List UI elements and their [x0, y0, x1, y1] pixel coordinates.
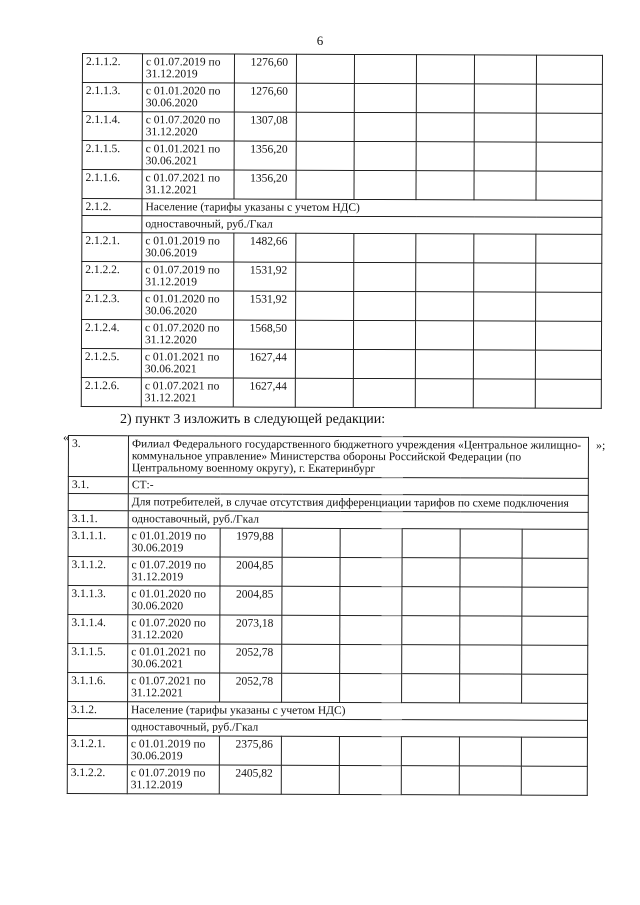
- empty-cell: [536, 55, 602, 84]
- empty-cell: [340, 528, 402, 557]
- row-price: 2052,78: [220, 673, 282, 702]
- empty-cell: [416, 292, 474, 321]
- tariff-row: [67, 735, 587, 766]
- tariff-row: [68, 586, 588, 617]
- tariff-row: [68, 528, 588, 559]
- empty-cell: [282, 528, 340, 557]
- group-header-row: [82, 199, 602, 218]
- row-code: 3.1.2.2.: [67, 764, 127, 793]
- empty-cell: [536, 142, 602, 171]
- empty-cell: [401, 766, 459, 795]
- row-code: 2.1.2.1.: [82, 233, 142, 262]
- row-price: 1568,50: [233, 320, 295, 349]
- row-price: 1627,44: [233, 349, 295, 378]
- empty-cell: [402, 674, 460, 703]
- tariff-table-3: [67, 435, 589, 796]
- tariff-row: [68, 615, 588, 646]
- tariff-row: [68, 673, 588, 704]
- tariff-row: [82, 54, 602, 85]
- empty-cell: [281, 765, 339, 794]
- empty-cell: [353, 378, 415, 407]
- row-code: 3.1.1.2.: [68, 557, 128, 586]
- row-period: с 01.01.2019 по 30.06.2019: [142, 233, 234, 262]
- empty-cell: [536, 171, 602, 200]
- tariff-table-2: [81, 53, 603, 409]
- row-price: 1531,92: [234, 291, 296, 320]
- empty-cell: [296, 54, 354, 83]
- empty-cell: [340, 673, 402, 702]
- empty-cell: [282, 644, 340, 673]
- empty-cell: [459, 766, 521, 795]
- empty-cell: [353, 320, 415, 349]
- empty-cell: [415, 350, 473, 379]
- empty-cell: [354, 141, 416, 170]
- row-period: с 01.01.2019 по 30.06.2019: [127, 736, 219, 765]
- empty-cell: [282, 615, 340, 644]
- row-price: 2052,78: [220, 644, 282, 673]
- row-period: с 01.07.2019 по 31.12.2019: [127, 765, 219, 794]
- empty-cell: [295, 349, 353, 378]
- empty-cell: [354, 233, 416, 262]
- row-period: с 01.01.2019 по 30.06.2019: [128, 528, 220, 557]
- empty-cell: [535, 379, 601, 408]
- empty-cell: [460, 558, 522, 587]
- empty-cell: [296, 112, 354, 141]
- row-price: 2004,85: [220, 557, 282, 586]
- empty-cell: [474, 292, 536, 321]
- subheader-text: одноставочный, руб./Гкал: [142, 216, 602, 235]
- row-price: 1356,20: [234, 141, 296, 170]
- row-price: 1276,60: [234, 83, 296, 112]
- empty-cell: [296, 291, 354, 320]
- empty-cell: [340, 644, 402, 673]
- group-header-row: [68, 702, 588, 721]
- empty-cell: [354, 170, 416, 199]
- row-period: с 01.01.2021 по 30.06.2021: [142, 141, 234, 170]
- empty-cell: [416, 113, 474, 142]
- empty-cell: [522, 645, 588, 674]
- group-header-row: [68, 477, 588, 496]
- row-code: 3.1.1.5.: [68, 644, 128, 673]
- tariff-row: [68, 644, 588, 675]
- row-code: 3.1.1.1.: [68, 528, 128, 557]
- empty-cell: [522, 587, 588, 616]
- empty-cell: [474, 55, 536, 84]
- row-code: [82, 216, 142, 233]
- row-price: 1531,92: [234, 262, 296, 291]
- row-code: 2.1.2.5.: [81, 348, 141, 377]
- empty-cell: [522, 674, 588, 703]
- empty-cell: [460, 529, 522, 558]
- row-code: 2.1.1.5.: [82, 141, 142, 170]
- subheader-row: [82, 216, 602, 235]
- opening-quote: «: [63, 430, 69, 444]
- empty-cell: [522, 558, 588, 587]
- empty-cell: [416, 142, 474, 171]
- row-price: 2073,18: [220, 615, 282, 644]
- empty-cell: [339, 765, 401, 794]
- row-code: [68, 494, 128, 511]
- empty-cell: [536, 292, 602, 321]
- group-title: одноставочный, руб./Гкал: [128, 511, 588, 530]
- tariff-row: [68, 557, 588, 588]
- empty-cell: [402, 587, 460, 616]
- row-price: 1482,66: [234, 233, 296, 262]
- row-period: с 01.07.2020 по 31.12.2020: [142, 112, 234, 141]
- empty-cell: [416, 84, 474, 113]
- page-number: 6: [316, 33, 324, 48]
- empty-cell: [282, 557, 340, 586]
- empty-cell: [402, 558, 460, 587]
- tariff-row: [82, 141, 602, 172]
- empty-cell: [474, 84, 536, 113]
- empty-cell: [460, 645, 522, 674]
- row-price: 2375,86: [219, 736, 281, 765]
- row-code: [67, 719, 127, 736]
- empty-cell: [415, 379, 473, 408]
- empty-cell: [522, 616, 588, 645]
- row-code: 3.1.1.4.: [68, 615, 128, 644]
- tariff-row: [82, 262, 602, 293]
- row-period: с 01.07.2021 по 31.12.2021: [128, 673, 220, 702]
- row-code: 2.1.2.2.: [82, 262, 142, 291]
- subheader-text: Для потребителей, в случае отсутствия дифференциации тарифов по схеме подключения: [128, 494, 588, 513]
- empty-cell: [474, 234, 536, 263]
- row-period: с 01.07.2019 по 31.12.2019: [142, 262, 234, 291]
- empty-cell: [354, 83, 416, 112]
- group-title: Филиал Федерального государственного бюджетного учреждения «Центральное жилищно-коммунальное управление» Министерства обороны Российской Федерации (по Центральному военному округу), г. Екатеринбург: [128, 436, 588, 479]
- row-price: 2004,85: [220, 586, 282, 615]
- row-period: с 01.01.2020 по 30.06.2020: [128, 586, 220, 615]
- empty-cell: [416, 171, 474, 200]
- row-period: с 01.01.2021 по 30.06.2021: [128, 644, 220, 673]
- row-price: 1627,44: [233, 378, 295, 407]
- empty-cell: [340, 586, 402, 615]
- row-price: 1276,60: [234, 54, 296, 83]
- empty-cell: [281, 736, 339, 765]
- row-price: 1979,88: [220, 528, 282, 557]
- empty-cell: [296, 262, 354, 291]
- empty-cell: [296, 170, 354, 199]
- row-period: с 01.07.2020 по 31.12.2020: [128, 615, 220, 644]
- empty-cell: [295, 320, 353, 349]
- row-code: 3.1.2.: [68, 702, 128, 719]
- tariff-row: [82, 83, 602, 114]
- row-code: 2.1.1.6.: [82, 170, 142, 199]
- row-code: 2.1.1.3.: [82, 83, 142, 112]
- empty-cell: [536, 263, 602, 292]
- empty-cell: [339, 736, 401, 765]
- empty-cell: [353, 349, 415, 378]
- group-title: СТ:-: [128, 477, 588, 496]
- row-period: с 01.01.2020 по 30.06.2020: [142, 83, 234, 112]
- empty-cell: [460, 674, 522, 703]
- empty-cell: [296, 83, 354, 112]
- empty-cell: [295, 378, 353, 407]
- empty-cell: [340, 557, 402, 586]
- empty-cell: [416, 55, 474, 84]
- row-code: 3.1.1.3.: [68, 586, 128, 615]
- row-code: 2.1.1.2.: [82, 54, 142, 83]
- group-header-row: [68, 511, 588, 530]
- tariff-row: [82, 233, 602, 264]
- empty-cell: [416, 234, 474, 263]
- group-header-row: [68, 436, 588, 479]
- row-code: 3.: [68, 436, 128, 477]
- empty-cell: [535, 321, 601, 350]
- empty-cell: [402, 529, 460, 558]
- tariff-row: [82, 291, 602, 322]
- row-period: с 01.07.2020 по 31.12.2020: [141, 320, 233, 349]
- row-code: 2.1.2.: [82, 199, 142, 216]
- row-price: 1356,20: [234, 170, 296, 199]
- row-period: с 01.01.2020 по 30.06.2020: [142, 291, 234, 320]
- empty-cell: [474, 113, 536, 142]
- empty-cell: [460, 616, 522, 645]
- empty-cell: [282, 673, 340, 702]
- empty-cell: [282, 586, 340, 615]
- closing-quote: »;: [596, 438, 606, 452]
- empty-cell: [296, 233, 354, 262]
- row-code: 3.1.1.: [68, 511, 128, 528]
- empty-cell: [522, 529, 588, 558]
- row-code: 2.1.2.3.: [82, 291, 142, 320]
- row-period: с 01.07.2021 по 31.12.2021: [142, 170, 234, 199]
- empty-cell: [473, 321, 535, 350]
- tariff-row: [82, 112, 602, 143]
- row-price: 1307,08: [234, 112, 296, 141]
- tariff-row: [81, 320, 601, 351]
- row-code: 2.1.2.6.: [81, 377, 141, 406]
- empty-cell: [459, 737, 521, 766]
- empty-cell: [354, 262, 416, 291]
- row-code: 3.1.2.1.: [67, 735, 127, 764]
- subheader-row: [67, 719, 587, 738]
- empty-cell: [415, 321, 473, 350]
- row-code: 2.1.2.4.: [81, 320, 141, 349]
- group-title: Население (тарифы указаны с учетом НДС): [142, 199, 602, 218]
- empty-cell: [473, 379, 535, 408]
- row-price: 2405,82: [219, 765, 281, 794]
- row-code: 3.1.1.6.: [68, 673, 128, 702]
- empty-cell: [354, 54, 416, 83]
- empty-cell: [340, 615, 402, 644]
- empty-cell: [536, 234, 602, 263]
- empty-cell: [354, 291, 416, 320]
- empty-cell: [521, 737, 587, 766]
- empty-cell: [521, 766, 587, 795]
- empty-cell: [474, 263, 536, 292]
- subheader-text: одноставочный, руб./Гкал: [127, 719, 587, 738]
- tariff-row: [67, 764, 587, 795]
- row-period: с 01.07.2019 по 31.12.2019: [142, 54, 234, 83]
- row-period: с 01.07.2019 по 31.12.2019: [128, 557, 220, 586]
- empty-cell: [460, 587, 522, 616]
- row-period: с 01.07.2021 по 31.12.2021: [141, 378, 233, 407]
- subheader-row: [68, 494, 588, 513]
- tariff-row: [81, 377, 601, 408]
- empty-cell: [474, 171, 536, 200]
- empty-cell: [402, 616, 460, 645]
- empty-cell: [535, 350, 601, 379]
- group-title: Население (тарифы указаны с учетом НДС): [128, 702, 588, 721]
- empty-cell: [296, 141, 354, 170]
- tariff-row: [82, 170, 602, 201]
- row-period: с 01.01.2021 по 30.06.2021: [141, 349, 233, 378]
- empty-cell: [402, 645, 460, 674]
- empty-cell: [536, 113, 602, 142]
- tariff-row: [81, 348, 601, 379]
- empty-cell: [536, 84, 602, 113]
- empty-cell: [473, 350, 535, 379]
- empty-cell: [474, 142, 536, 171]
- amendment-caption: 2) пункт 3 изложить в следующей редакции:: [120, 412, 386, 427]
- row-code: 3.1.: [68, 477, 128, 494]
- empty-cell: [416, 263, 474, 292]
- row-code: 2.1.1.4.: [82, 112, 142, 141]
- empty-cell: [401, 737, 459, 766]
- empty-cell: [354, 112, 416, 141]
